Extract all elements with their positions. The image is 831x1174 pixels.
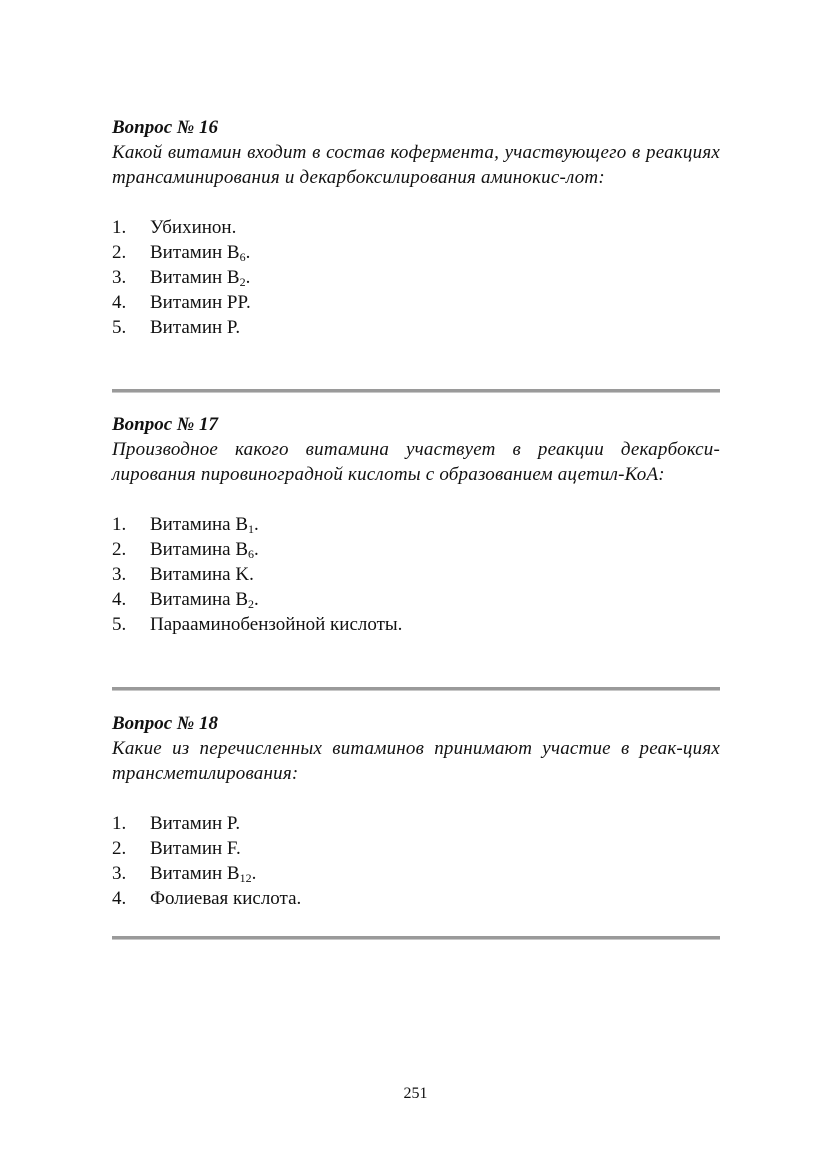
answer-text: Витамин B: [150, 267, 240, 288]
answer-subscript: 1: [248, 522, 255, 536]
question-18: [112, 711, 720, 911]
question-title: Вопрос № 17: [112, 414, 219, 435]
answer-text: Витамин F.: [150, 838, 241, 859]
answer-text: Витамин P.: [150, 317, 241, 338]
answer-text: Витамин PP.: [150, 292, 251, 313]
answer-suffix: .: [254, 514, 259, 535]
answer-suffix: .: [245, 242, 251, 263]
answer-number: 5.: [112, 317, 127, 338]
question-text: Какой витамин входит в состав кофермента, участвующего в реакциях трансаминирования и декарбоксилирования аминокис-лот:: [112, 142, 720, 188]
answer-suffix: .: [254, 589, 259, 610]
section-divider: [112, 389, 720, 393]
answer-text: Убихинон.: [150, 217, 237, 238]
answer-suffix: .: [254, 539, 259, 560]
answer-number: 4.: [112, 888, 127, 909]
answer-item: [112, 240, 720, 265]
answer-list: [112, 512, 720, 637]
answer-text: Витамина B: [150, 539, 249, 560]
answer-item: [112, 836, 720, 861]
answer-item: [112, 562, 720, 587]
answer-number: 2.: [112, 838, 127, 859]
answer-item: [112, 886, 720, 911]
answer-subscript: 6: [239, 250, 246, 264]
page-number: 251: [403, 1085, 428, 1102]
question-text: Производное какого витамина участвует в реакции декарбокси-лирования пировиноградной кислоты с образованием ацетил-КоА:: [112, 439, 720, 485]
answer-text: Витамина B: [150, 589, 249, 610]
answer-list: [112, 215, 720, 340]
question-text: Какие из перечисленных витаминов принимают участие в реак-циях трансметилирования:: [112, 738, 720, 784]
answer-text: Витамина K.: [150, 564, 254, 585]
answer-item: [112, 587, 720, 612]
answer-text: Фолиевая кислота.: [150, 888, 302, 909]
answer-number: 2.: [112, 242, 127, 263]
answer-item: [112, 215, 720, 240]
answer-item: [112, 612, 720, 637]
answer-subscript: 2: [248, 597, 255, 611]
section-divider: [112, 687, 720, 691]
answer-item: [112, 512, 720, 537]
answer-number: 3.: [112, 564, 127, 585]
answer-item: [112, 811, 720, 836]
answer-number: 3.: [112, 267, 127, 288]
answer-number: 3.: [112, 863, 127, 884]
answer-suffix: .: [245, 267, 251, 288]
question-17: [112, 412, 720, 637]
answer-item: [112, 265, 720, 290]
answer-number: 1.: [112, 217, 127, 238]
answer-text: Витамин P.: [150, 813, 241, 834]
answer-item: [112, 315, 720, 340]
question-title: Вопрос № 18: [112, 713, 219, 734]
answer-item: [112, 290, 720, 315]
answer-suffix: .: [251, 863, 257, 884]
answer-number: 5.: [112, 614, 127, 635]
answer-item: [112, 537, 720, 562]
answer-text: Витамина B: [150, 514, 249, 535]
answer-subscript: 2: [239, 275, 246, 289]
answer-subscript: 12: [239, 871, 252, 885]
answer-number: 2.: [112, 539, 127, 560]
answer-text: Парааминобензойной кислоты.: [150, 614, 403, 635]
answer-number: 4.: [112, 292, 127, 313]
question-16: [112, 115, 720, 340]
answer-number: 1.: [112, 813, 127, 834]
section-divider: [112, 936, 720, 940]
answer-subscript: 6: [248, 547, 255, 561]
answer-list: [112, 811, 720, 911]
answer-number: 4.: [112, 589, 127, 610]
question-title: Вопрос № 16: [112, 117, 219, 138]
answer-text: Витамин B: [150, 242, 240, 263]
answer-item: [112, 861, 720, 886]
answer-number: 1.: [112, 514, 127, 535]
answer-text: Витамин B: [150, 863, 240, 884]
